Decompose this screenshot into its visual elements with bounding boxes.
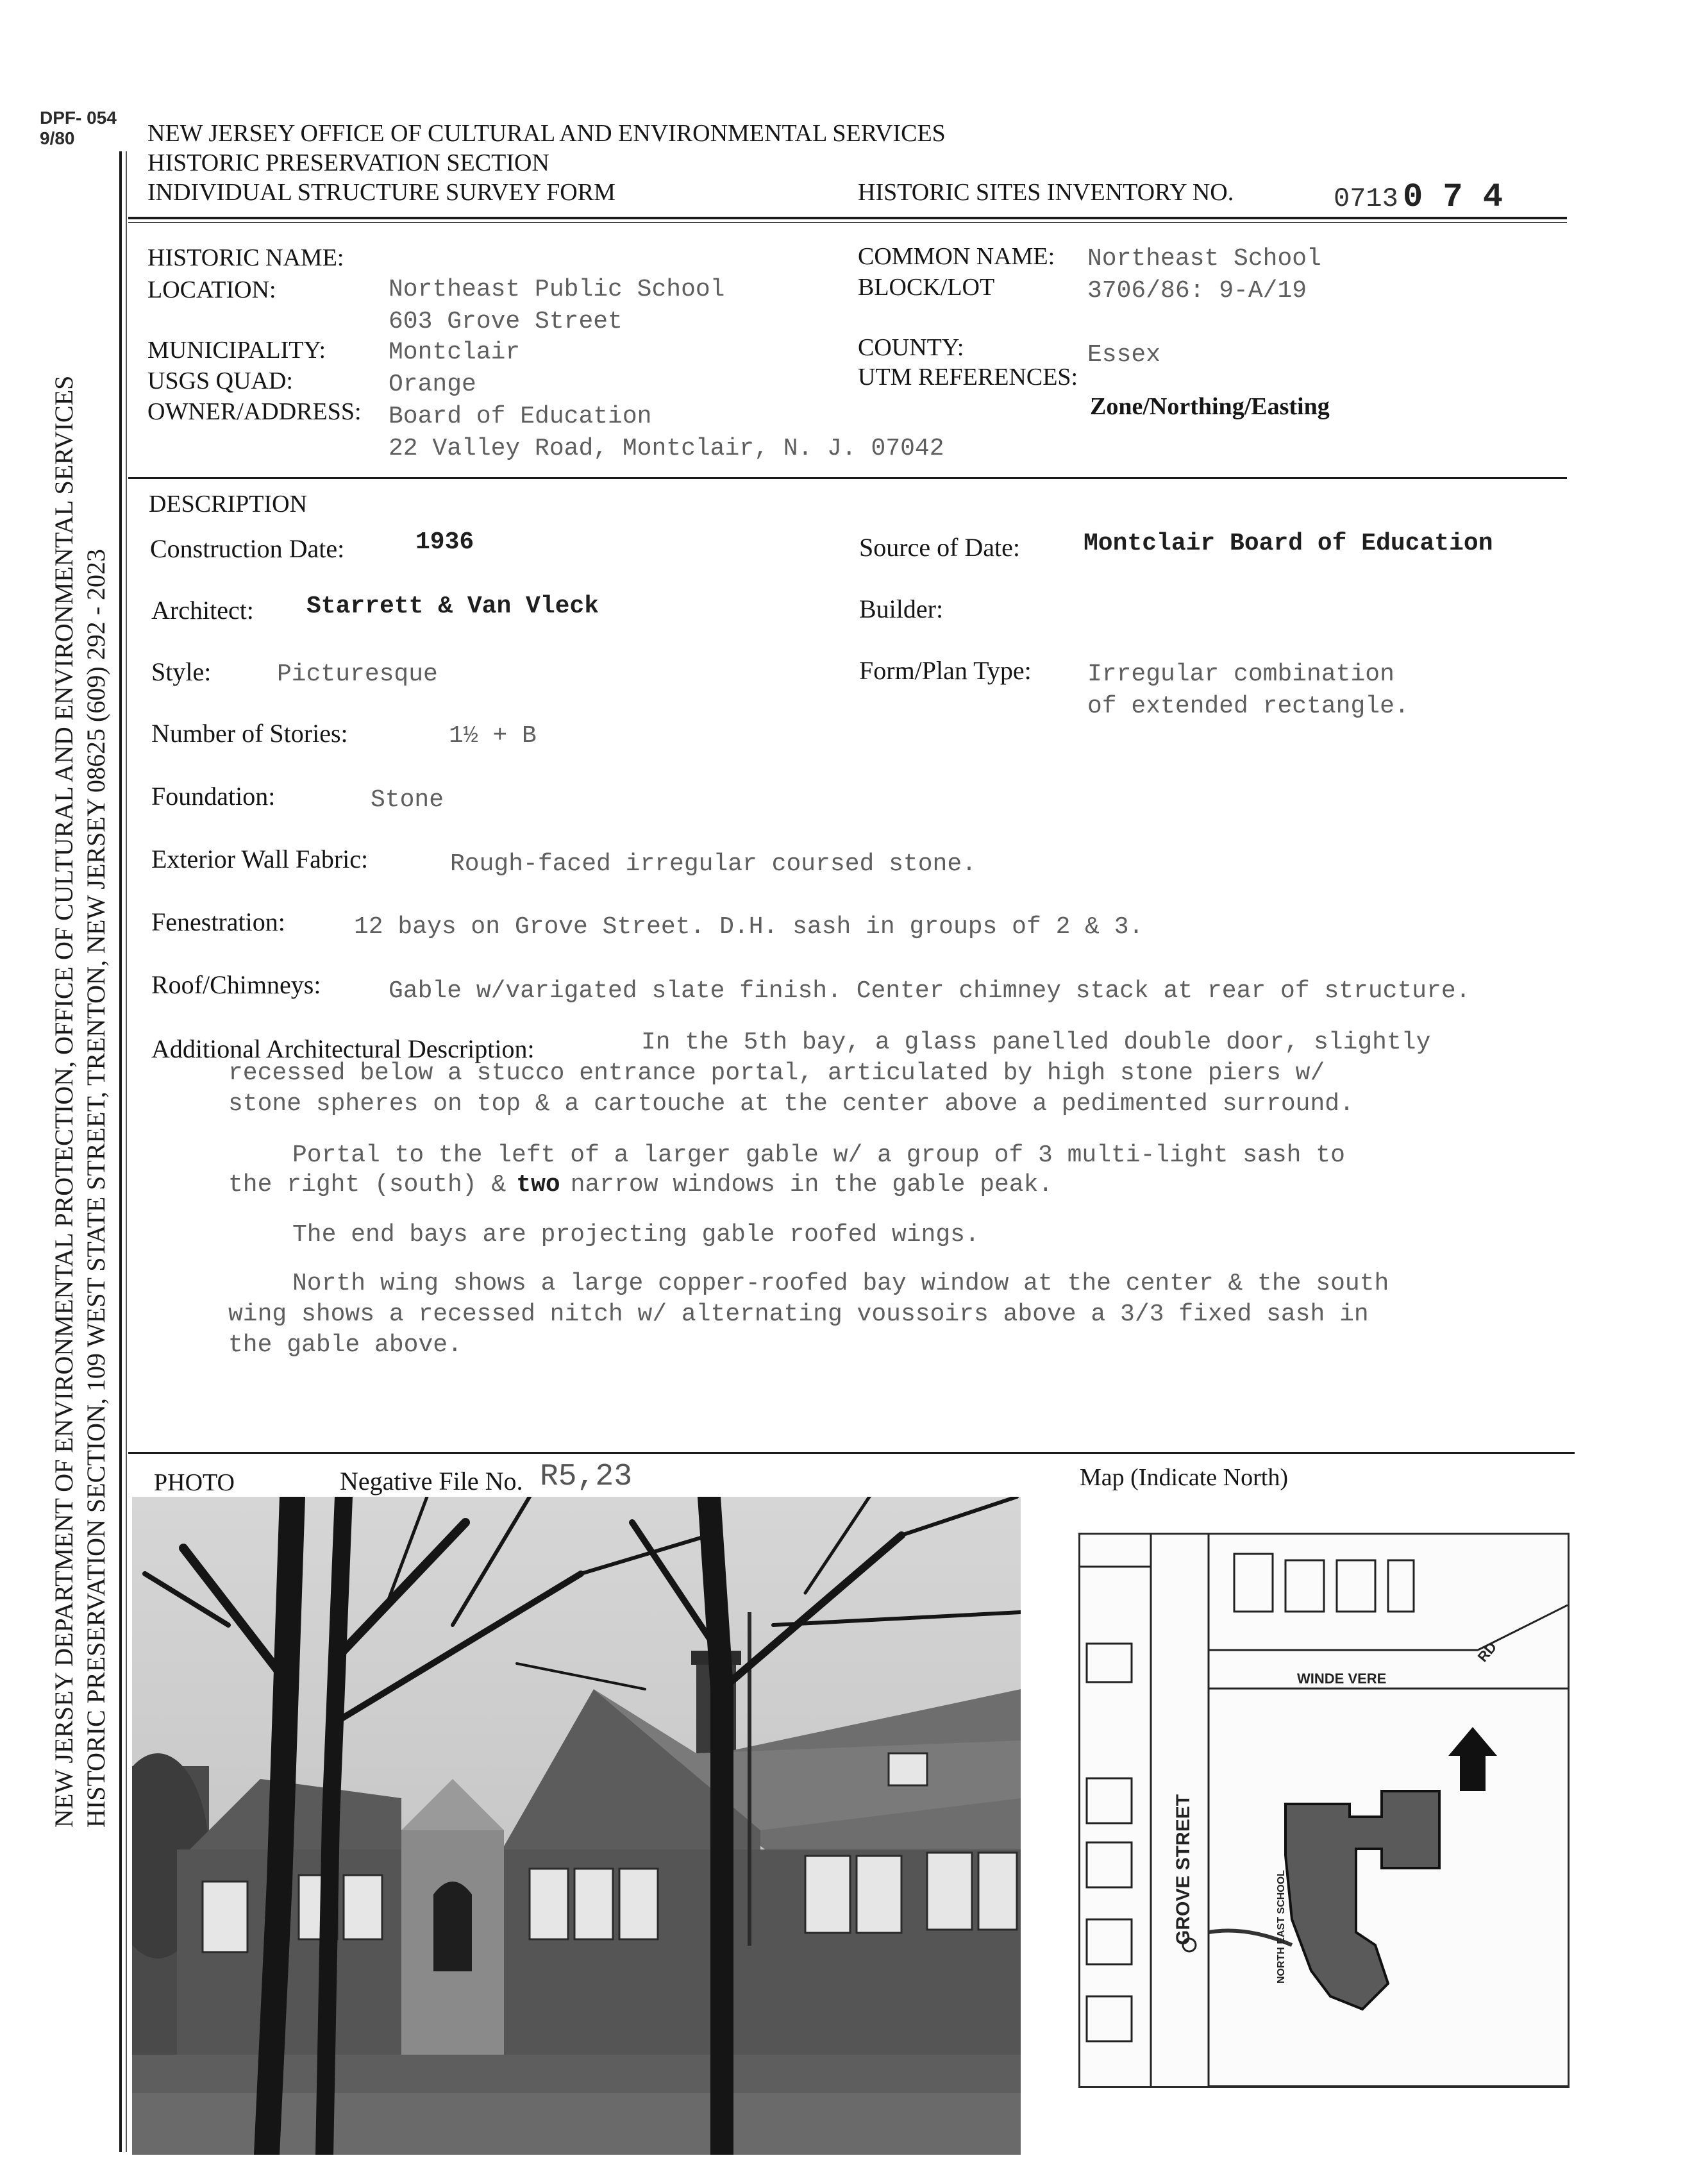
location-line2: 603 Grove Street [389, 308, 623, 335]
additional-p4-c: the gable above. [228, 1331, 462, 1359]
negative-file-label: Negative File No. [340, 1467, 523, 1495]
inventory-suffix: 0 7 4 [1403, 178, 1503, 216]
roof-label: Roof/Chimneys: [151, 970, 321, 999]
header-rule [128, 217, 1567, 219]
construction-date-value: 1936 [415, 528, 474, 556]
owner-label: OWNER/ADDRESS: [147, 398, 362, 425]
left-rule-thin [126, 151, 127, 2152]
header-section: HISTORIC PRESERVATION SECTION [147, 149, 549, 176]
form-code-number: DPF- 054 [40, 108, 117, 128]
owner-line2: 22 Valley Road, Montclair, N. J. 07042 [389, 435, 944, 462]
builder-label: Builder: [859, 594, 944, 623]
description-heading: DESCRIPTION [149, 491, 308, 518]
usgs-value: Orange [389, 371, 476, 398]
municipality-label: MUNICIPALITY: [147, 337, 326, 364]
additional-p1-a: In the 5th bay, a glass panelled double door, slightly [641, 1029, 1431, 1056]
map-road-abbr: RD [1474, 1638, 1500, 1665]
common-name-value: Northeast School [1087, 245, 1321, 273]
header-form-title: INDIVIDUAL STRUCTURE SURVEY FORM [147, 179, 615, 206]
foundation-label: Foundation: [151, 782, 276, 811]
left-rule [119, 151, 122, 2152]
additional-p4-a: North wing shows a large copper-roofed bay window at the center & the south [292, 1270, 1389, 1297]
form-plan-label: Form/Plan Type: [859, 656, 1032, 685]
common-name-label: COMMON NAME: [858, 243, 1055, 270]
additional-p2-b [228, 1171, 1053, 1199]
owner-line1: Board of Education [389, 403, 652, 430]
additional-p3: The end bays are projecting gable roofed wings. [292, 1221, 980, 1249]
architect-value: Starrett & Van Vleck [306, 593, 599, 620]
location-map-drawing [1080, 1535, 1568, 2086]
additional-p4-b: wing shows a recessed nitch w/ alternating voussoirs above a 3/3 fixed sash in [228, 1301, 1369, 1328]
additional-p2-b-two: two [516, 1171, 560, 1199]
additional-label: Additional Architectural Description: [151, 1034, 535, 1063]
side-text-address: HISTORIC PRESERVATION SECTION, 109 WEST STATE STREET, TRENTON, NEW JERSEY 08625 (609) 292 - 2023 [81, 548, 110, 1828]
fenestration-value: 12 bays on Grove Street. D.H. sash in groups of 2 & 3. [354, 913, 1144, 941]
historic-name-label: HISTORIC NAME: [147, 244, 344, 271]
form-plan-line1: Irregular combination [1087, 661, 1394, 688]
block-lot-label: BLOCK/LOT [858, 274, 995, 301]
additional-p2-b-pre: the right (south) & [228, 1171, 507, 1199]
fenestration-label: Fenestration: [151, 907, 285, 936]
source-of-date-label: Source of Date: [859, 533, 1021, 562]
county-label: COUNTY: [858, 334, 964, 361]
additional-p2-a: Portal to the left of a larger gable w/ a group of 3 multi-light sash to [292, 1141, 1345, 1169]
roof-value: Gable w/varigated slate finish. Center chimney stack at rear of structure. [389, 977, 1471, 1005]
style-value: Picturesque [277, 661, 438, 688]
building-photo [132, 1497, 1021, 2155]
map-school-label: NORTH EAST SCHOOL [1276, 1870, 1287, 1984]
municipality-value: Montclair [389, 339, 521, 366]
header-rule-thin [128, 222, 1567, 223]
additional-p1-b: recessed below a stucco entrance portal, articulated by high stone piers w/ [228, 1059, 1325, 1087]
foundation-value: Stone [371, 786, 444, 814]
form-code [40, 108, 117, 149]
utm-subheading: Zone/Northing/Easting [1090, 393, 1330, 420]
location-map [1078, 1533, 1570, 2088]
block-lot-value: 3706/86: 9-A/19 [1087, 277, 1307, 305]
wall-fabric-label: Exterior Wall Fabric: [151, 845, 369, 873]
utm-label: UTM REFERENCES: [858, 364, 1078, 391]
construction-date-label: Construction Date: [150, 534, 345, 563]
style-label: Style: [151, 657, 212, 686]
form-code-date: 9/80 [40, 128, 75, 148]
map-street-top: WINDE VERE [1297, 1671, 1387, 1687]
photo-label: PHOTO [154, 1469, 235, 1496]
location-line1: Northeast Public School [389, 276, 725, 303]
location-label: LOCATION: [147, 276, 276, 303]
architect-label: Architect: [151, 596, 254, 625]
additional-p2-b-post: narrow windows in the gable peak. [570, 1171, 1053, 1199]
map-street-vertical: GROVE STREET [1173, 1794, 1194, 1945]
wall-fabric-value: Rough-faced irregular coursed stone. [450, 850, 976, 878]
inventory-prefix: 0713 [1334, 183, 1398, 214]
photo-map-rule [128, 1452, 1575, 1454]
building-photo-image [132, 1497, 1021, 2155]
form-plan-line2: of extended rectangle. [1087, 693, 1409, 720]
negative-file-value: R5,23 [540, 1460, 633, 1494]
identification-rule [128, 477, 1567, 479]
county-value: Essex [1087, 341, 1161, 369]
usgs-label: USGS QUAD: [147, 367, 293, 394]
additional-p1-c: stone spheres on top & a cartouche at the center above a pedimented surround. [228, 1090, 1354, 1118]
side-text-department: NEW JERSEY DEPARTMENT OF ENVIRONMENTAL PROTECTION, OFFICE OF CULTURAL AND ENVIRONMENTAL SERVICES [49, 375, 78, 1828]
header-office: NEW JERSEY OFFICE OF CULTURAL AND ENVIRONMENTAL SERVICES [147, 120, 946, 147]
inventory-label: HISTORIC SITES INVENTORY NO. [858, 179, 1234, 206]
stories-label: Number of Stories: [151, 719, 348, 748]
source-of-date-value: Montclair Board of Education [1084, 530, 1493, 557]
map-label: Map (Indicate North) [1080, 1464, 1288, 1491]
stories-value: 1½ + B [449, 722, 537, 750]
